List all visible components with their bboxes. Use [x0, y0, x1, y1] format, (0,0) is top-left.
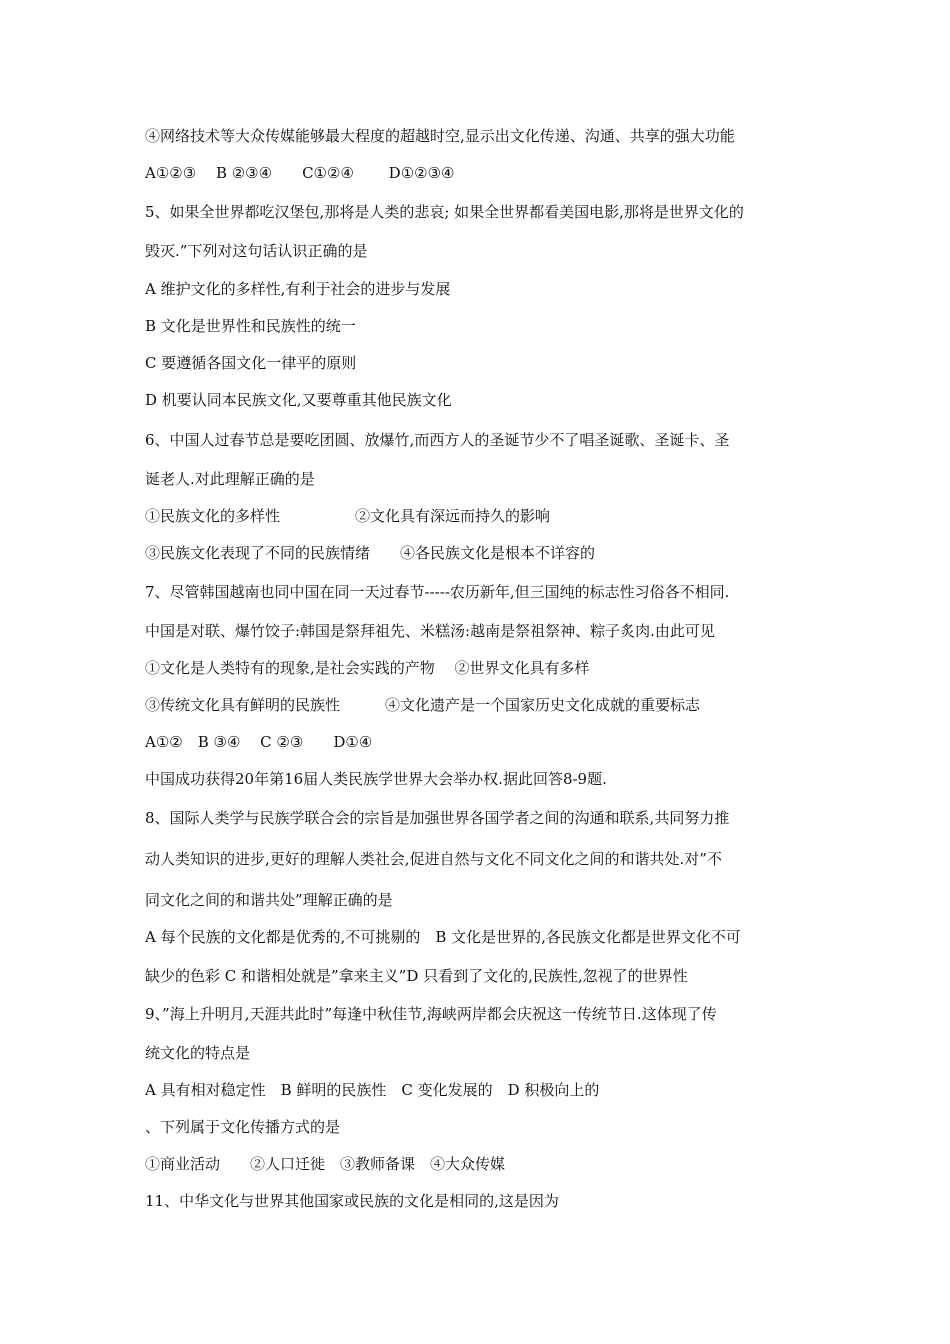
text-line: 7、尽管韩国越南也同中国在同一天过春节-----农历新年,但三国纯的标志性习俗各不相同. — [145, 583, 730, 601]
text-line: A 每个民族的文化都是优秀的,不可挑剔的 B 文化是世界的,各民族文化都是世界文化不可 — [145, 928, 741, 946]
text-line: 同文化之间的和谐共处”理解正确的是 — [145, 891, 393, 909]
text-line: 中国成功获得20年第16届人类民族学世界大会举办权.据此回答8-9题. — [145, 770, 607, 788]
text-line: ④网络技术等大众传媒能够最大程度的超越时空,显示出文化传递、沟通、共享的强大功能 — [145, 127, 735, 145]
text-line: 缺少的色彩 C 和谐相处就是”拿来主义”D 只看到了文化的,民族性,忽视了的世界性 — [145, 967, 688, 985]
text-line: A①② B ③④ C ②③ D①④ — [145, 733, 373, 751]
text-line: ③传统文化具有鲜明的民族性 ④文化遗产是一个国家历史文化成就的重要标志 — [145, 696, 701, 714]
text-line: 、下列属于文化传播方式的是 — [145, 1118, 341, 1136]
text-line: ①商业活动 ②人口迁徙 ③教师备课 ④大众传媒 — [145, 1155, 506, 1173]
text-line: A①②③ B ②③④ C①②④ D①②③④ — [145, 164, 455, 182]
text-line: 9、”海上升明月,天涯共此时”每逢中秋佳节,海峡两岸都会庆祝这一传统节日.这体现了传 — [145, 1005, 717, 1023]
text-line: 8、国际人类学与民族学联合会的宗旨是加强世界各国学者之间的沟通和联系,共同努力推 — [145, 809, 730, 827]
text-line: A 维护文化的多样性,有利于社会的进步与发展 — [145, 280, 451, 298]
text-line: D 机要认同本民族文化,又要尊重其他民族文化 — [145, 391, 452, 409]
text-line: 动人类知识的进步,更好的理解人类社会,促进自然与文化不同文化之间的和谐共处.对”不 — [145, 850, 722, 868]
text-line: A 具有相对稳定性 B 鲜明的民族性 C 变化发展的 D 积极向上的 — [145, 1081, 600, 1099]
text-line: 诞老人.对此理解正确的是 — [145, 470, 315, 488]
text-line: B 文化是世界性和民族性的统一 — [145, 317, 356, 335]
text-line: 中国是对联、爆竹饺子:韩国是祭拜祖先、米糕汤:越南是祭祖祭神、粽子炙肉.由此可见 — [145, 622, 715, 640]
text-line: ①文化是人类特有的现象,是社会实践的产物 ②世界文化具有多样 — [145, 659, 590, 677]
text-line: 5、如果全世界都吃汉堡包,那将是人类的悲哀; 如果全世界都看美国电影,那将是世界文化的 — [145, 203, 744, 221]
text-line: ③民族文化表现了不同的民族情绪 ④各民族文化是根本不详容的 — [145, 544, 596, 562]
text-line: ①民族文化的多样性 ②文化具有深远而持久的影响 — [145, 507, 551, 525]
text-line: 毁灭.”下列对这句话认识正确的是 — [145, 242, 368, 260]
text-line: C 要遵循各国文化一律平的原则 — [145, 354, 357, 372]
text-line: 11、中华文化与世界其他国家或民族的文化是相同的,这是因为 — [145, 1192, 559, 1210]
text-line: 统文化的特点是 — [145, 1044, 251, 1062]
text-line: 6、中国人过春节总是要吃团圆、放爆竹,而西方人的圣诞节少不了唱圣诞歌、圣诞卡、圣 — [145, 431, 730, 449]
